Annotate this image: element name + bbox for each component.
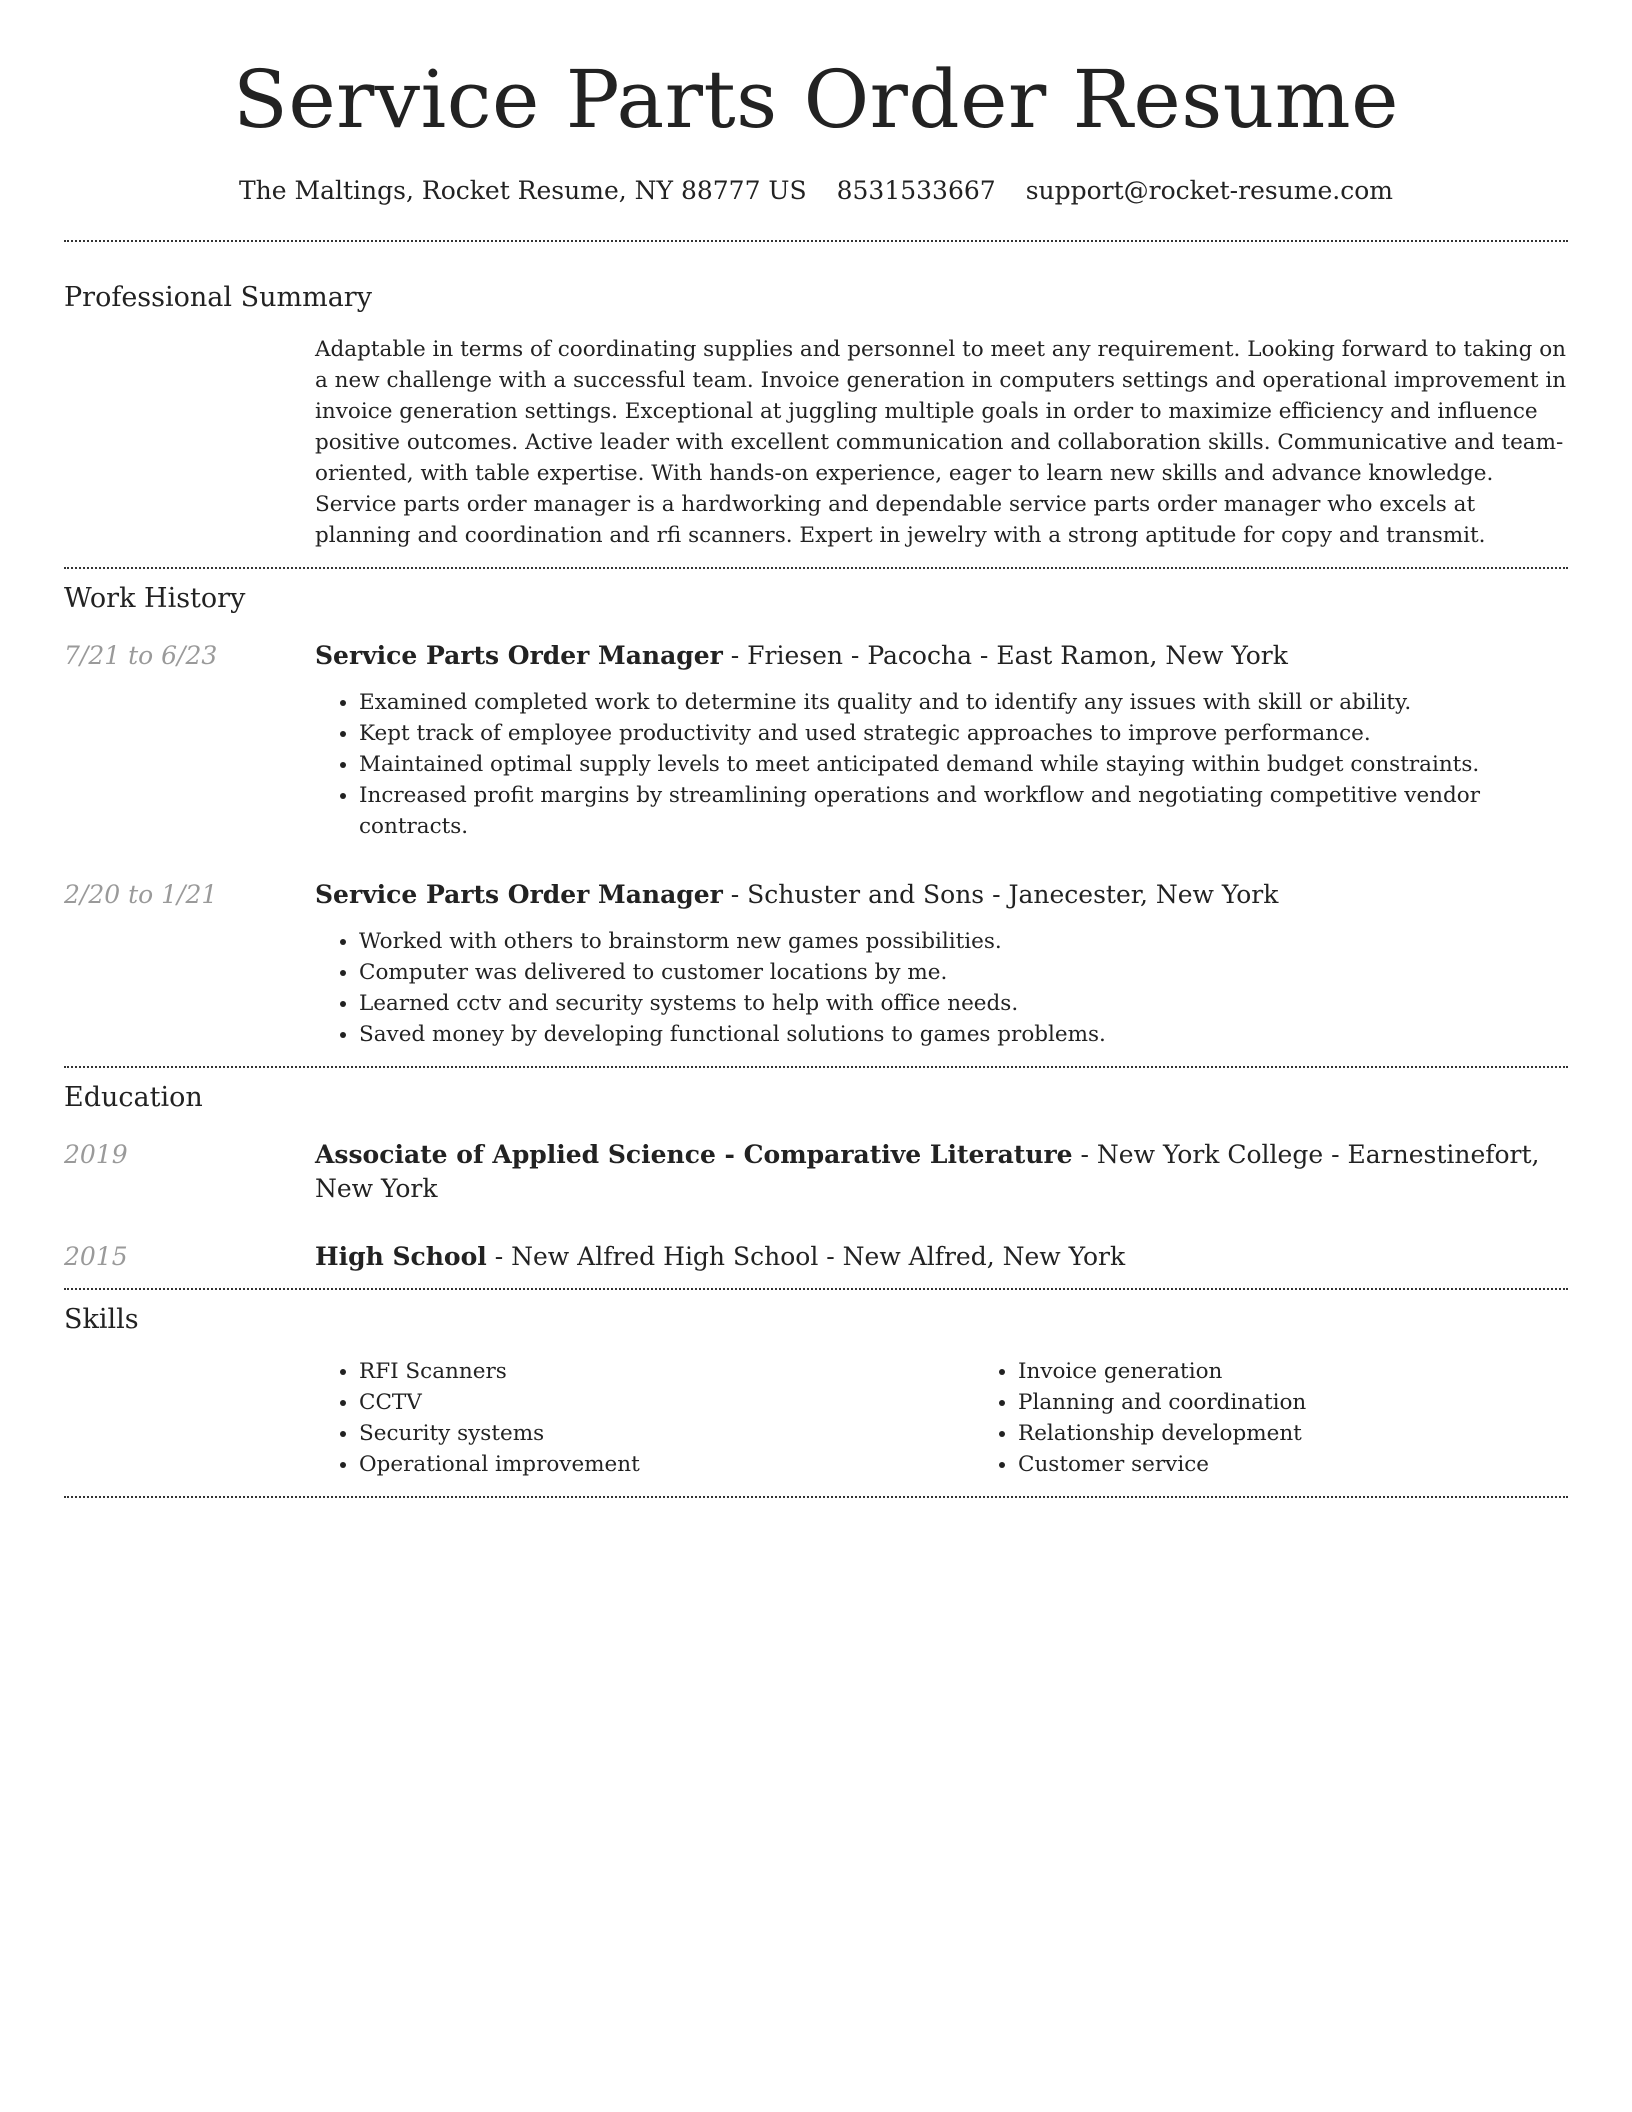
list-item: • Learned cctv and security systems to help with office needs. [359, 988, 1568, 1019]
job-bullets [315, 926, 1568, 1050]
skills-heading: Skills [64, 1304, 139, 1335]
job-role: Service Parts Order Manager [315, 641, 723, 670]
job-title [315, 878, 1568, 912]
resume-title: Service Parts Order Resume [233, 53, 1399, 146]
education-details: - New Alfred High School - New Alfred, New York [486, 1242, 1126, 1271]
contact-phone: 8531533667 [836, 176, 996, 205]
list-item: • Security systems [359, 1418, 974, 1449]
work-heading: Work History [64, 583, 246, 614]
education-title [315, 1240, 1568, 1274]
job-role: Service Parts Order Manager [315, 880, 723, 909]
skills-list-right [974, 1356, 1632, 1480]
resume-header [64, 0, 1568, 208]
list-item: • CCTV [359, 1387, 974, 1418]
education-entry [64, 1138, 1568, 1206]
contact-email: support@rocket-resume.com [1025, 176, 1393, 205]
education-year: 2019 [64, 1140, 128, 1169]
job-entry [64, 639, 1568, 842]
job-dates: 2/20 to 1/21 [64, 880, 218, 909]
skills-list-left [315, 1356, 974, 1480]
job-bullets [315, 687, 1568, 842]
list-item: • Operational improvement [359, 1449, 974, 1480]
divider [64, 1496, 1568, 1498]
job-title [315, 639, 1568, 673]
job-details: - Schuster and Sons - Janecester, New York [722, 880, 1279, 909]
summary-heading: Professional Summary [64, 282, 372, 313]
education-entry [64, 1240, 1568, 1274]
education-section [64, 1068, 1568, 1288]
job-dates: 7/21 to 6/23 [64, 641, 218, 670]
job-details: - Friesen - Pacocha - East Ramon, New York [722, 641, 1288, 670]
list-item: • Customer service [1018, 1449, 1632, 1480]
list-item: • Invoice generation [1018, 1356, 1632, 1387]
list-item: • Increased profit margins by streamlining operations and workflow and negotiating competitive vendor contracts. [359, 780, 1568, 842]
list-item: • Saved money by developing functional solutions to games problems. [359, 1019, 1568, 1050]
education-year: 2015 [64, 1242, 128, 1271]
list-item: • Maintained optimal supply levels to meet anticipated demand while staying within budget constraints. [359, 749, 1568, 780]
skills-section [64, 1290, 1568, 1496]
list-item: • Kept track of employee productivity and used strategic approaches to improve performance. [359, 718, 1568, 749]
contact-address: The Maltings, Rocket Resume, NY 88777 US [238, 176, 807, 205]
list-item: • Planning and coordination [1018, 1387, 1632, 1418]
list-item: • Relationship development [1018, 1418, 1632, 1449]
summary-text: Adaptable in terms of coordinating supplies and personnel to meet any requirement. Looking forward to taking on a new challenge with a successful team. Invoice generation in computers settings and operational improvement in invoice generation settings. Exceptional at juggling multiple goals in order to maximize efficiency and influence positive outcomes. Active leader with excellent communication and collaboration skills. Communicative and team-oriented, with table expertise. With hands-on experience, eager to learn new skills and advance knowledge. Service parts order manager is a hardworking and dependable service parts order manager who excels at planning and coordination and rfi scanners. Expert in jewelry with a strong aptitude for copy and transmit. [315, 337, 1567, 548]
contact-line [64, 174, 1568, 208]
education-degree: High School [315, 1242, 487, 1271]
summary-section [64, 242, 1568, 567]
job-entry [64, 878, 1568, 1050]
list-item: • Worked with others to brainstorm new games possibilities. [359, 926, 1568, 957]
skills-grid [315, 1356, 1632, 1480]
education-heading: Education [64, 1082, 203, 1113]
work-section [64, 569, 1568, 1066]
list-item: • Examined completed work to determine its quality and to identify any issues with skill or ability. [359, 687, 1568, 718]
education-details: - New York College - Earnestinefort, New York [315, 1140, 1540, 1203]
education-degree: Associate of Applied Science - Comparative Literature [315, 1140, 1073, 1169]
education-title [315, 1138, 1568, 1206]
list-item: • Computer was delivered to customer locations by me. [359, 957, 1568, 988]
list-item: • RFI Scanners [359, 1356, 974, 1387]
